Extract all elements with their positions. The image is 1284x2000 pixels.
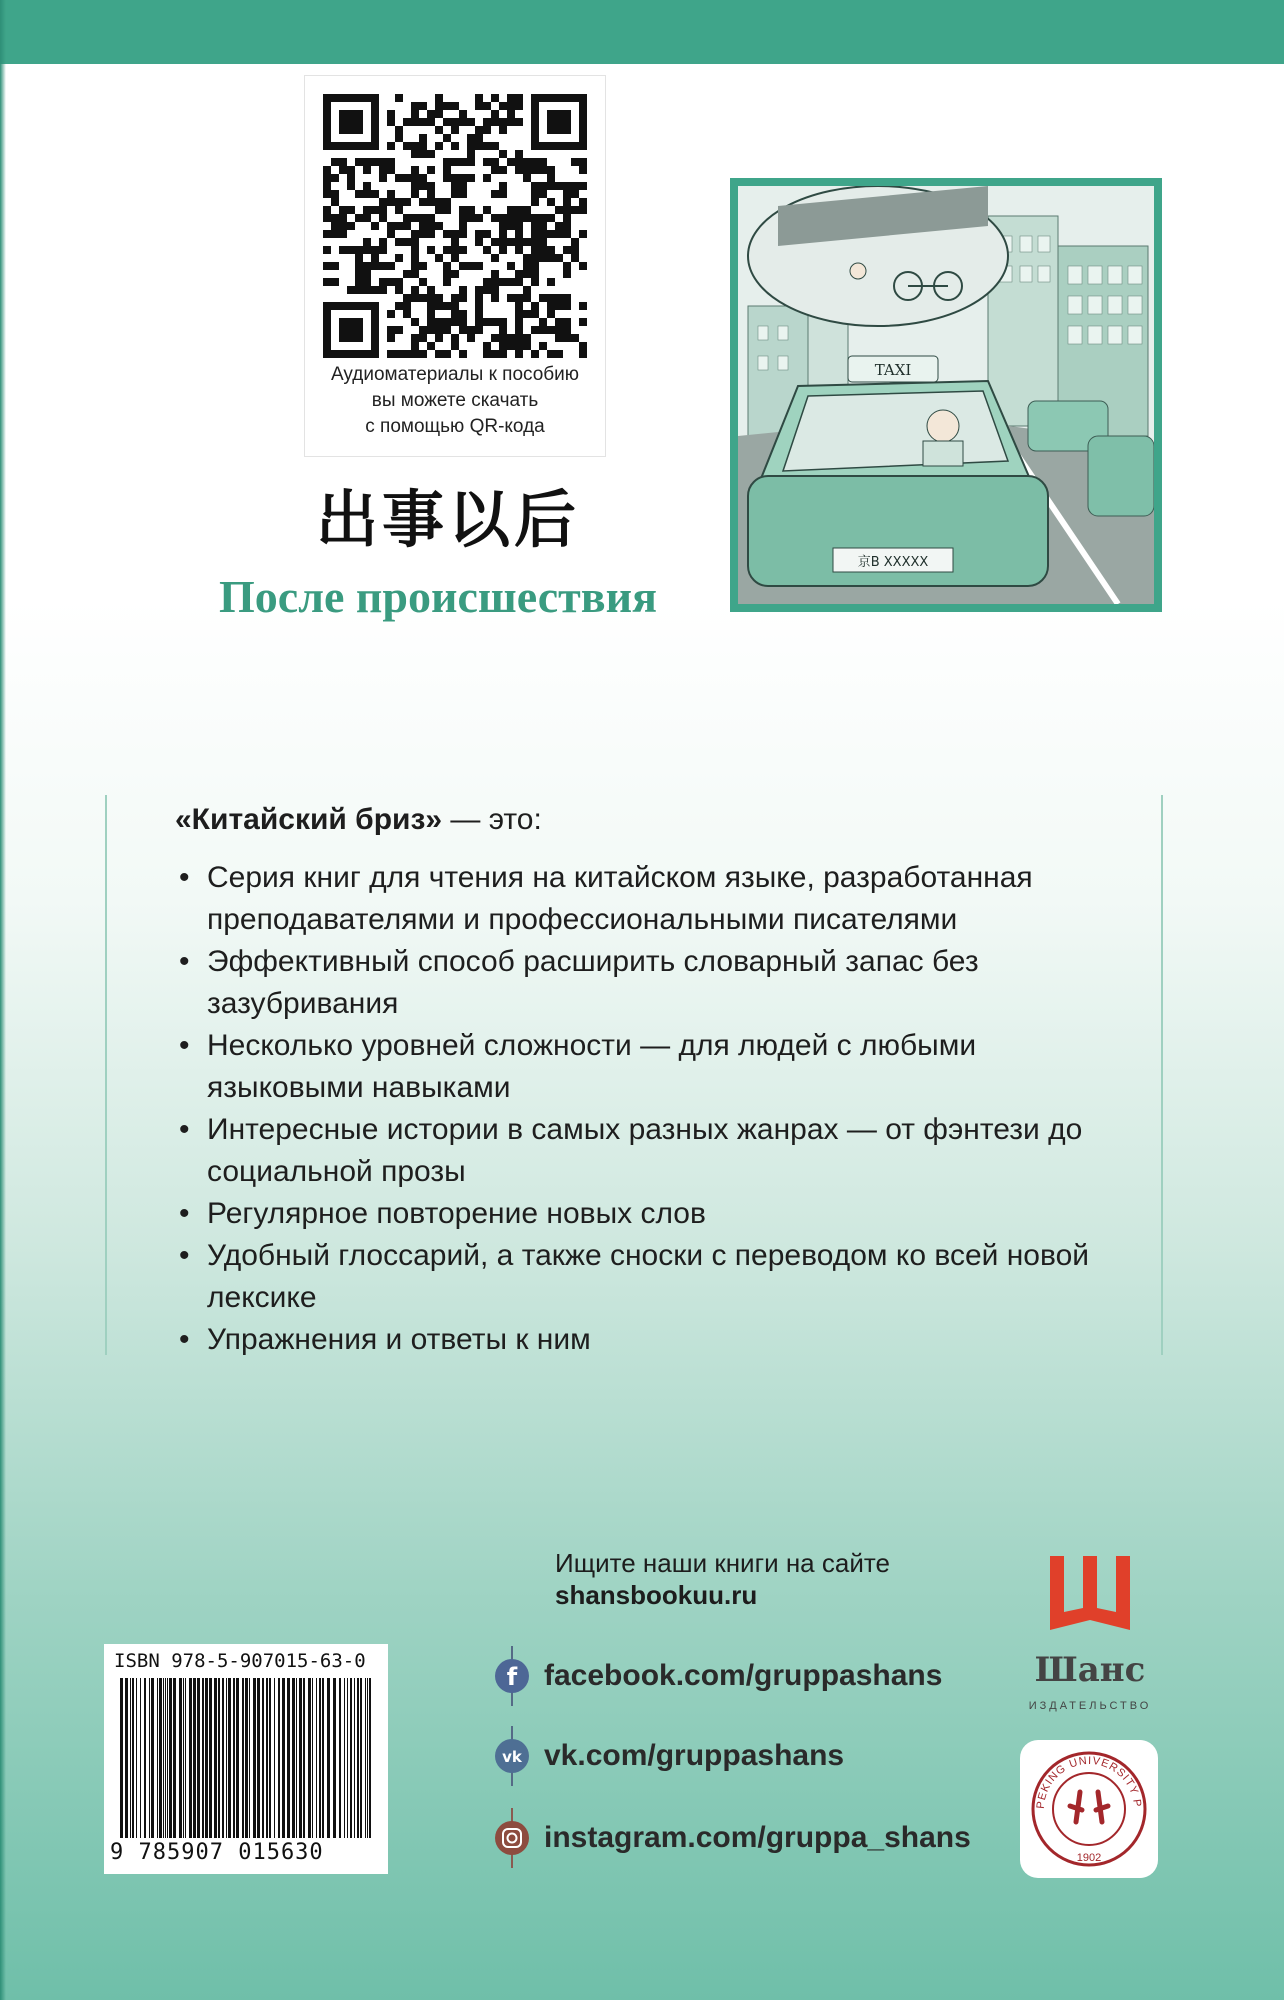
publisher-subtitle: ИЗДАТЕЛЬСТВО — [1028, 1700, 1152, 1712]
chinese-title: 出事以后 — [315, 483, 580, 556]
instagram-icon — [492, 1808, 532, 1868]
license-plate: 京B XXXXX — [857, 555, 929, 570]
qr-caption-line: Аудиоматериалы к пособию — [330, 364, 580, 385]
feature-item: • Серия книг для чтения на китайском языке, разработанная преподавателями и профессиональными писателями — [175, 857, 1135, 941]
qr-caption-line: вы можете скачать — [371, 390, 539, 411]
feature-item: • Упражнения и ответы к ним — [175, 1319, 1135, 1361]
series-name: «Китайский бриз» — [175, 803, 443, 836]
seal-year: 1902 — [1076, 1852, 1102, 1864]
seal-text: PEKING UNIVERSITY P — [1034, 1754, 1144, 1810]
social-link-instagram[interactable] — [492, 1808, 971, 1868]
instagram-link-text: instagram.com/gruppa_shans — [544, 1821, 971, 1854]
facebook-icon — [492, 1646, 532, 1706]
feature-item: • Эффективный способ расширить словарный запас без зазубривания — [175, 941, 1135, 1025]
isbn-label: ISBN 978-5-907015-63-0 — [114, 1650, 366, 1672]
social-link-vk[interactable] — [492, 1726, 844, 1786]
publisher-logo — [1020, 1550, 1160, 1720]
barcode-digits: 9 785907 015630 — [110, 1840, 324, 1865]
svg-text:vk: vk — [502, 1748, 522, 1766]
feature-item: • Несколько уровней сложности — для людей с любыми языковыми навыками — [175, 1025, 1135, 1109]
description-intro — [175, 803, 542, 837]
feature-list — [175, 857, 1135, 1361]
russian-title: После происшествия — [219, 571, 657, 622]
shans-logo-icon — [1020, 1550, 1160, 1646]
pku-seal-icon — [1020, 1740, 1158, 1878]
publisher-name: Шанс — [1034, 1650, 1146, 1690]
feature-item: • Интересные истории в самых разных жанрах — от фэнтези до социальной прозы — [175, 1109, 1135, 1193]
website-caption: Ищите наши книги на сайте — [555, 1548, 890, 1578]
facebook-link-text: facebook.com/gruppashans — [544, 1659, 943, 1692]
series-description — [105, 795, 1163, 1355]
website-link[interactable]: shansbookuu.ru — [555, 1580, 758, 1610]
qr-caption-line: с помощью QR-кода — [365, 416, 545, 437]
cover-illustration — [730, 178, 1162, 612]
qr-code[interactable] — [323, 94, 587, 358]
qr-code-card — [305, 76, 605, 456]
vk-icon — [492, 1726, 532, 1786]
intro-rest: — это: — [442, 803, 542, 836]
taxi-sign: TAXI — [874, 361, 912, 379]
feature-item: • Удобный глоссарий, а также сноски с переводом ко всей новой лексике — [175, 1235, 1135, 1319]
qr-caption — [305, 362, 605, 440]
top-color-band — [0, 0, 1284, 64]
svg-text:f: f — [506, 1663, 518, 1691]
barcode — [114, 1678, 378, 1838]
taxi-illustration — [738, 186, 1154, 604]
pku-press-seal — [1020, 1740, 1158, 1878]
social-link-facebook[interactable] — [492, 1646, 942, 1706]
vk-link-text: vk.com/gruppashans — [544, 1739, 845, 1772]
feature-item: • Регулярное повторение новых слов — [175, 1193, 1135, 1235]
spine-shadow — [0, 0, 6, 2000]
isbn-barcode-block — [104, 1644, 388, 1874]
